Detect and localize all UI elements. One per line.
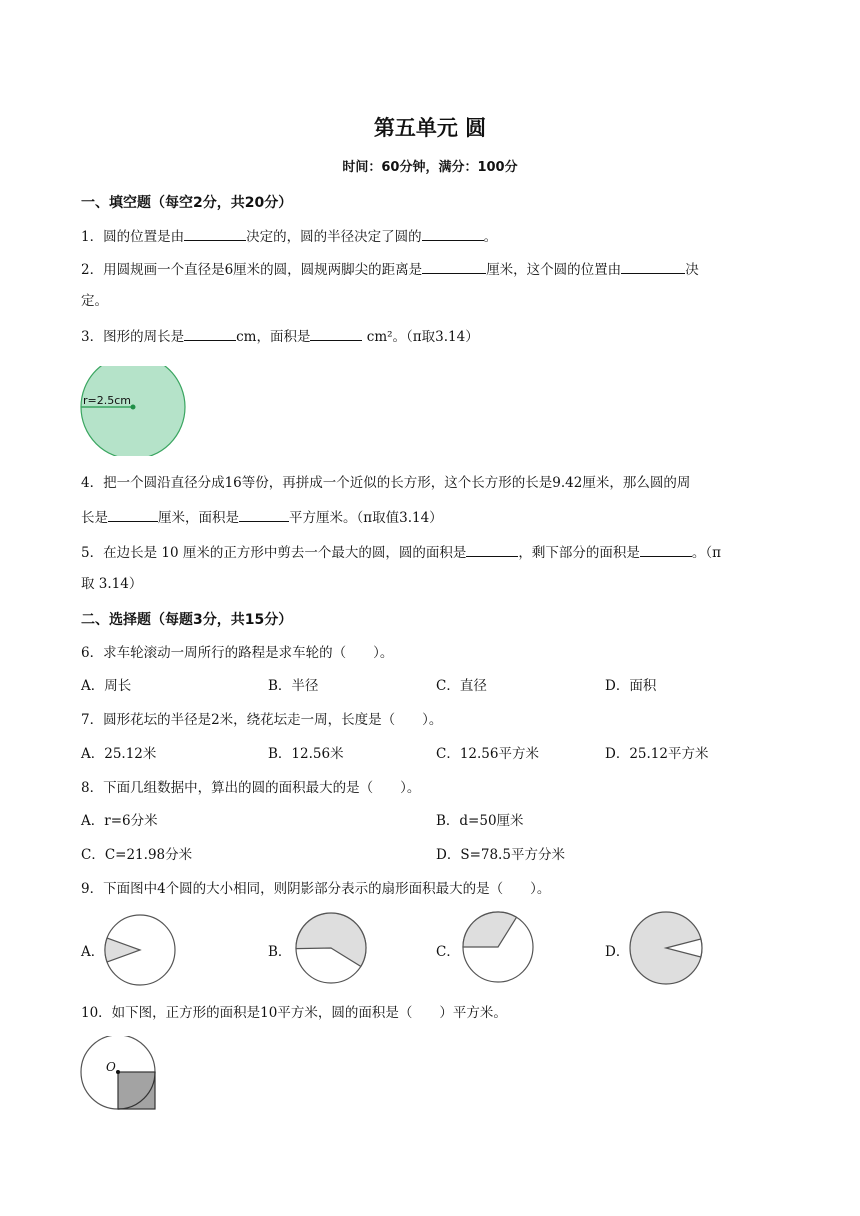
- q9-stem: 9．下面图中4个圆的大小相同，则阴影部分表示的扇形面积最大的是（ ）。: [81, 881, 551, 897]
- q5-text-c: 。（π: [691, 545, 721, 561]
- q3-radius-label: r=2.5cm: [83, 394, 131, 407]
- q7-option-b[interactable]: B．12.56米: [268, 746, 344, 762]
- question-2: [81, 259, 781, 280]
- section-heading-choice: 二、选择题（每题3分，共15分）: [81, 612, 293, 628]
- q2-text-a: 2．用圆规画一个直径是6厘米的圆，圆规两脚尖的距离是: [81, 262, 423, 278]
- question-1: [81, 226, 781, 247]
- q5-blank-2[interactable]: [640, 542, 692, 557]
- q1-text-a: 1．圆的位置是由: [81, 229, 185, 245]
- q5-text-b: ，剩下部分的面积是: [518, 545, 640, 561]
- q3-blank-2[interactable]: [310, 326, 362, 341]
- q7-option-c[interactable]: C．12.56平方米: [436, 746, 539, 762]
- q6-option-a[interactable]: A．周长: [81, 678, 132, 694]
- q4-blank-1[interactable]: [108, 507, 158, 522]
- q3-text-c: cm²。（π取3.14）: [362, 329, 479, 345]
- q3-circle: [81, 366, 185, 456]
- q8-option-d[interactable]: D．S=78.5平方分米: [436, 847, 565, 863]
- q10-stem: 10．如下图，正方形的面积是10平方米，圆的面积是（ ）平方米。: [81, 1005, 507, 1021]
- question-5: [81, 542, 781, 563]
- q1-blank-2[interactable]: [422, 226, 484, 241]
- q10-center-label: O: [106, 1060, 116, 1074]
- q3-text-a: 3．图形的周长是: [81, 329, 185, 345]
- q3-blank-1[interactable]: [184, 326, 236, 341]
- q5-blank-1[interactable]: [466, 542, 518, 557]
- q4-text-c: 厘米，面积是: [158, 510, 239, 526]
- q1-blank-1[interactable]: [184, 226, 246, 241]
- section-heading-fill-blank: 一、填空题（每空2分，共20分）: [81, 195, 293, 211]
- q7-option-d[interactable]: D．25.12平方米: [605, 746, 709, 762]
- q3-circle-figure: [80, 366, 190, 456]
- q3-text-b: cm，面积是: [236, 329, 311, 345]
- q10-center-dot: [116, 1070, 120, 1074]
- q1-text-c: 。: [483, 229, 498, 245]
- q2-text-b: 厘米，这个圆的位置由: [486, 262, 622, 278]
- page-title: 第五单元 圆: [373, 116, 487, 140]
- q7-option-a[interactable]: A．25.12米: [81, 746, 157, 762]
- q4-text-a: 4．把一个圆沿直径分成16等份，再拼成一个近似的长方形，这个长方形的长是9.42厘米，那么圆的周: [81, 475, 691, 491]
- question-4-line2: [81, 507, 781, 528]
- q9-figure-d: [627, 909, 705, 991]
- q9-option-a[interactable]: A．: [81, 944, 105, 960]
- q9-figure-a: [102, 912, 178, 992]
- q6-option-b[interactable]: B．半径: [268, 678, 319, 694]
- q10-figure: [80, 1036, 160, 1118]
- q6-stem: 6．求车轮滚动一周所行的路程是求车轮的（ ）。: [81, 645, 394, 661]
- q5-text-d: 取 3.14）: [81, 576, 143, 592]
- q2-text-c: 决: [685, 262, 699, 278]
- q4-blank-2[interactable]: [239, 507, 289, 522]
- q2-blank-1[interactable]: [422, 259, 486, 274]
- page-subtitle: 时间：60分钟，满分：100分: [342, 160, 518, 175]
- q7-stem: 7．圆形花坛的半径是2米，绕花坛走一周，长度是（ ）。: [81, 712, 443, 728]
- q9-option-d[interactable]: D．: [605, 944, 630, 960]
- q6-option-c[interactable]: C．直径: [436, 678, 487, 694]
- q4-text-b: 长是: [81, 510, 108, 526]
- q6-option-d[interactable]: D．面积: [605, 678, 657, 694]
- q9-option-b[interactable]: B．: [268, 944, 292, 960]
- q8-option-c[interactable]: C．C=21.98分米: [81, 847, 193, 863]
- q9-option-c[interactable]: C．: [436, 944, 460, 960]
- q4-text-d: 平方厘米。（π取值3.14）: [289, 510, 443, 526]
- q9-figure-c: [460, 909, 536, 989]
- q8-stem: 8．下面几组数据中，算出的圆的面积最大的是（ ）。: [81, 780, 421, 796]
- q8-option-a[interactable]: A．r=6分米: [81, 813, 158, 829]
- q1-text-b: 决定的，圆的半径决定了圆的: [246, 229, 422, 245]
- q5-text-a: 5．在边长是 10 厘米的正方形中剪去一个最大的圆，圆的面积是: [81, 545, 467, 561]
- q8-option-b[interactable]: B．d=50厘米: [436, 813, 524, 829]
- question-3: [81, 326, 781, 347]
- q2-blank-2[interactable]: [621, 259, 685, 274]
- q3-center-dot: [131, 405, 136, 410]
- q9-figure-b: [293, 910, 369, 990]
- q2-text-d: 定。: [81, 293, 108, 309]
